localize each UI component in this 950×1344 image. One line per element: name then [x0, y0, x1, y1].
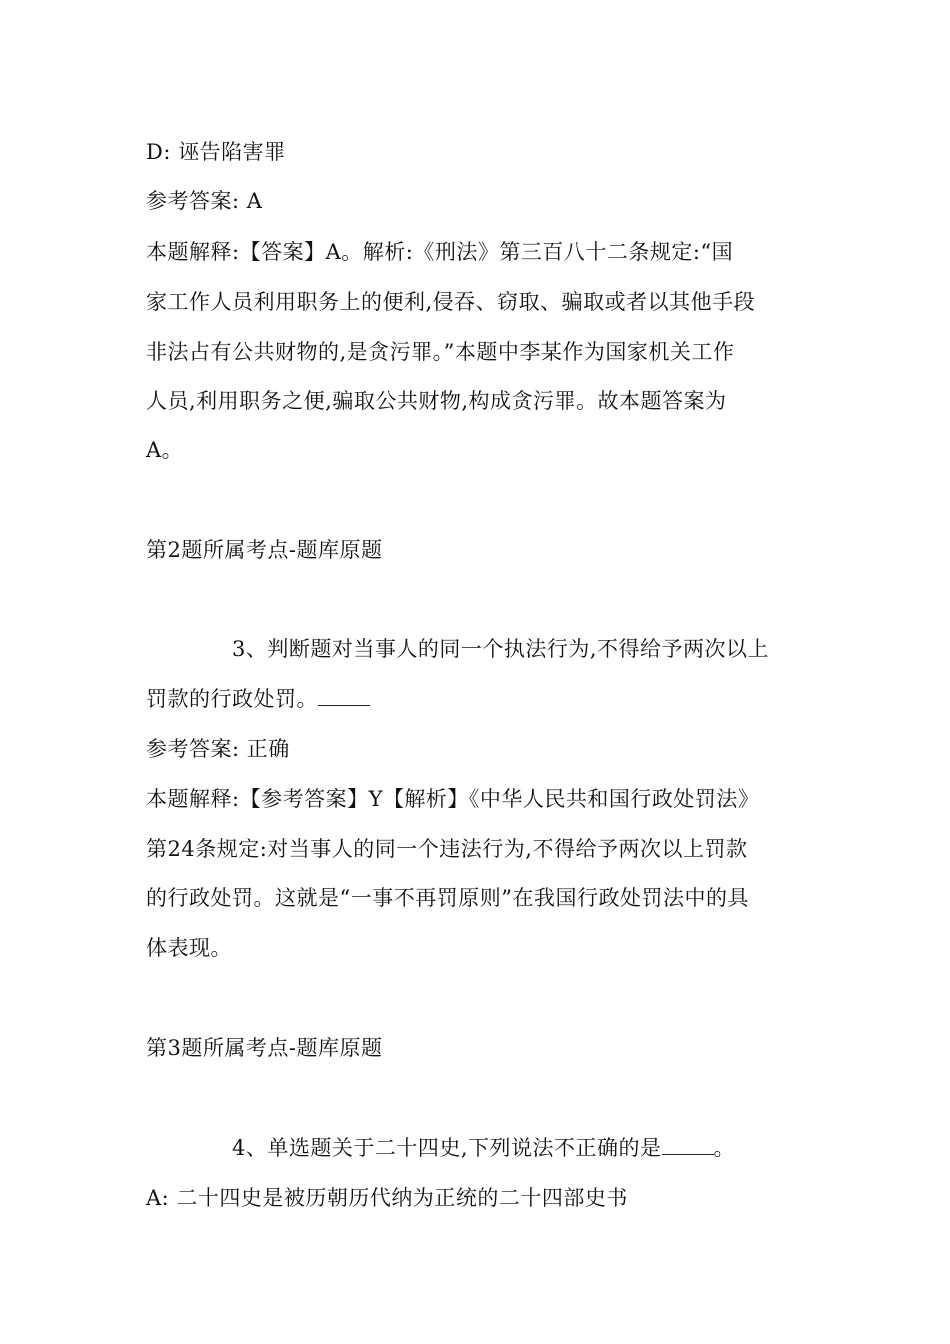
answer-blank — [318, 691, 370, 706]
topic-line: 第3题所属考点-题库原题 — [146, 1036, 383, 1060]
explanation-line: 本题解释:【参考答案】Y【解析】《中华人民共和国行政处罚法》 — [146, 787, 760, 811]
topic-line: 第2题所属考点-题库原题 — [146, 538, 383, 562]
answer-blank — [662, 1140, 714, 1155]
answer-line: 参考答案: 正确 — [146, 737, 290, 761]
question-text-part: 罚款的行政处罚。 — [146, 687, 318, 711]
question-end: 。 — [713, 1136, 736, 1160]
answer-line: 参考答案: A — [146, 189, 263, 213]
explanation-line: A。 — [146, 438, 184, 462]
question-text — [232, 1134, 735, 1162]
option-d: D: 诬告陷害罪 — [146, 140, 286, 164]
explanation-line: 人员,利用职务之便,骗取公共财物,构成贪污罪。故本题答案为 — [146, 389, 727, 413]
explanation-line: 本题解释:【答案】A。解析:《刑法》第三百八十二条规定:“国 — [146, 240, 734, 264]
explanation-line: 体表现。 — [146, 936, 232, 960]
question-text-cont — [146, 685, 370, 713]
question-text: 3、判断题对当事人的同一个执法行为,不得给予两次以上 — [232, 637, 770, 661]
option-a: A: 二十四史是被历朝历代纳为正统的二十四部史书 — [146, 1186, 628, 1210]
explanation-line: 第24条规定:对当事人的同一个违法行为,不得给予两次以上罚款 — [146, 837, 748, 861]
explanation-line: 非法占有公共财物的,是贪污罪。”本题中李某作为国家机关工作 — [146, 340, 735, 364]
explanation-line: 的行政处罚。这就是“一事不再罚原则”在我国行政处罚法中的具 — [146, 886, 749, 910]
question-text-part: 4、单选题关于二十四史,下列说法不正确的是 — [232, 1136, 662, 1160]
explanation-line: 家工作人员利用职务上的便利,侵吞、窃取、骗取或者以其他手段 — [146, 290, 756, 314]
